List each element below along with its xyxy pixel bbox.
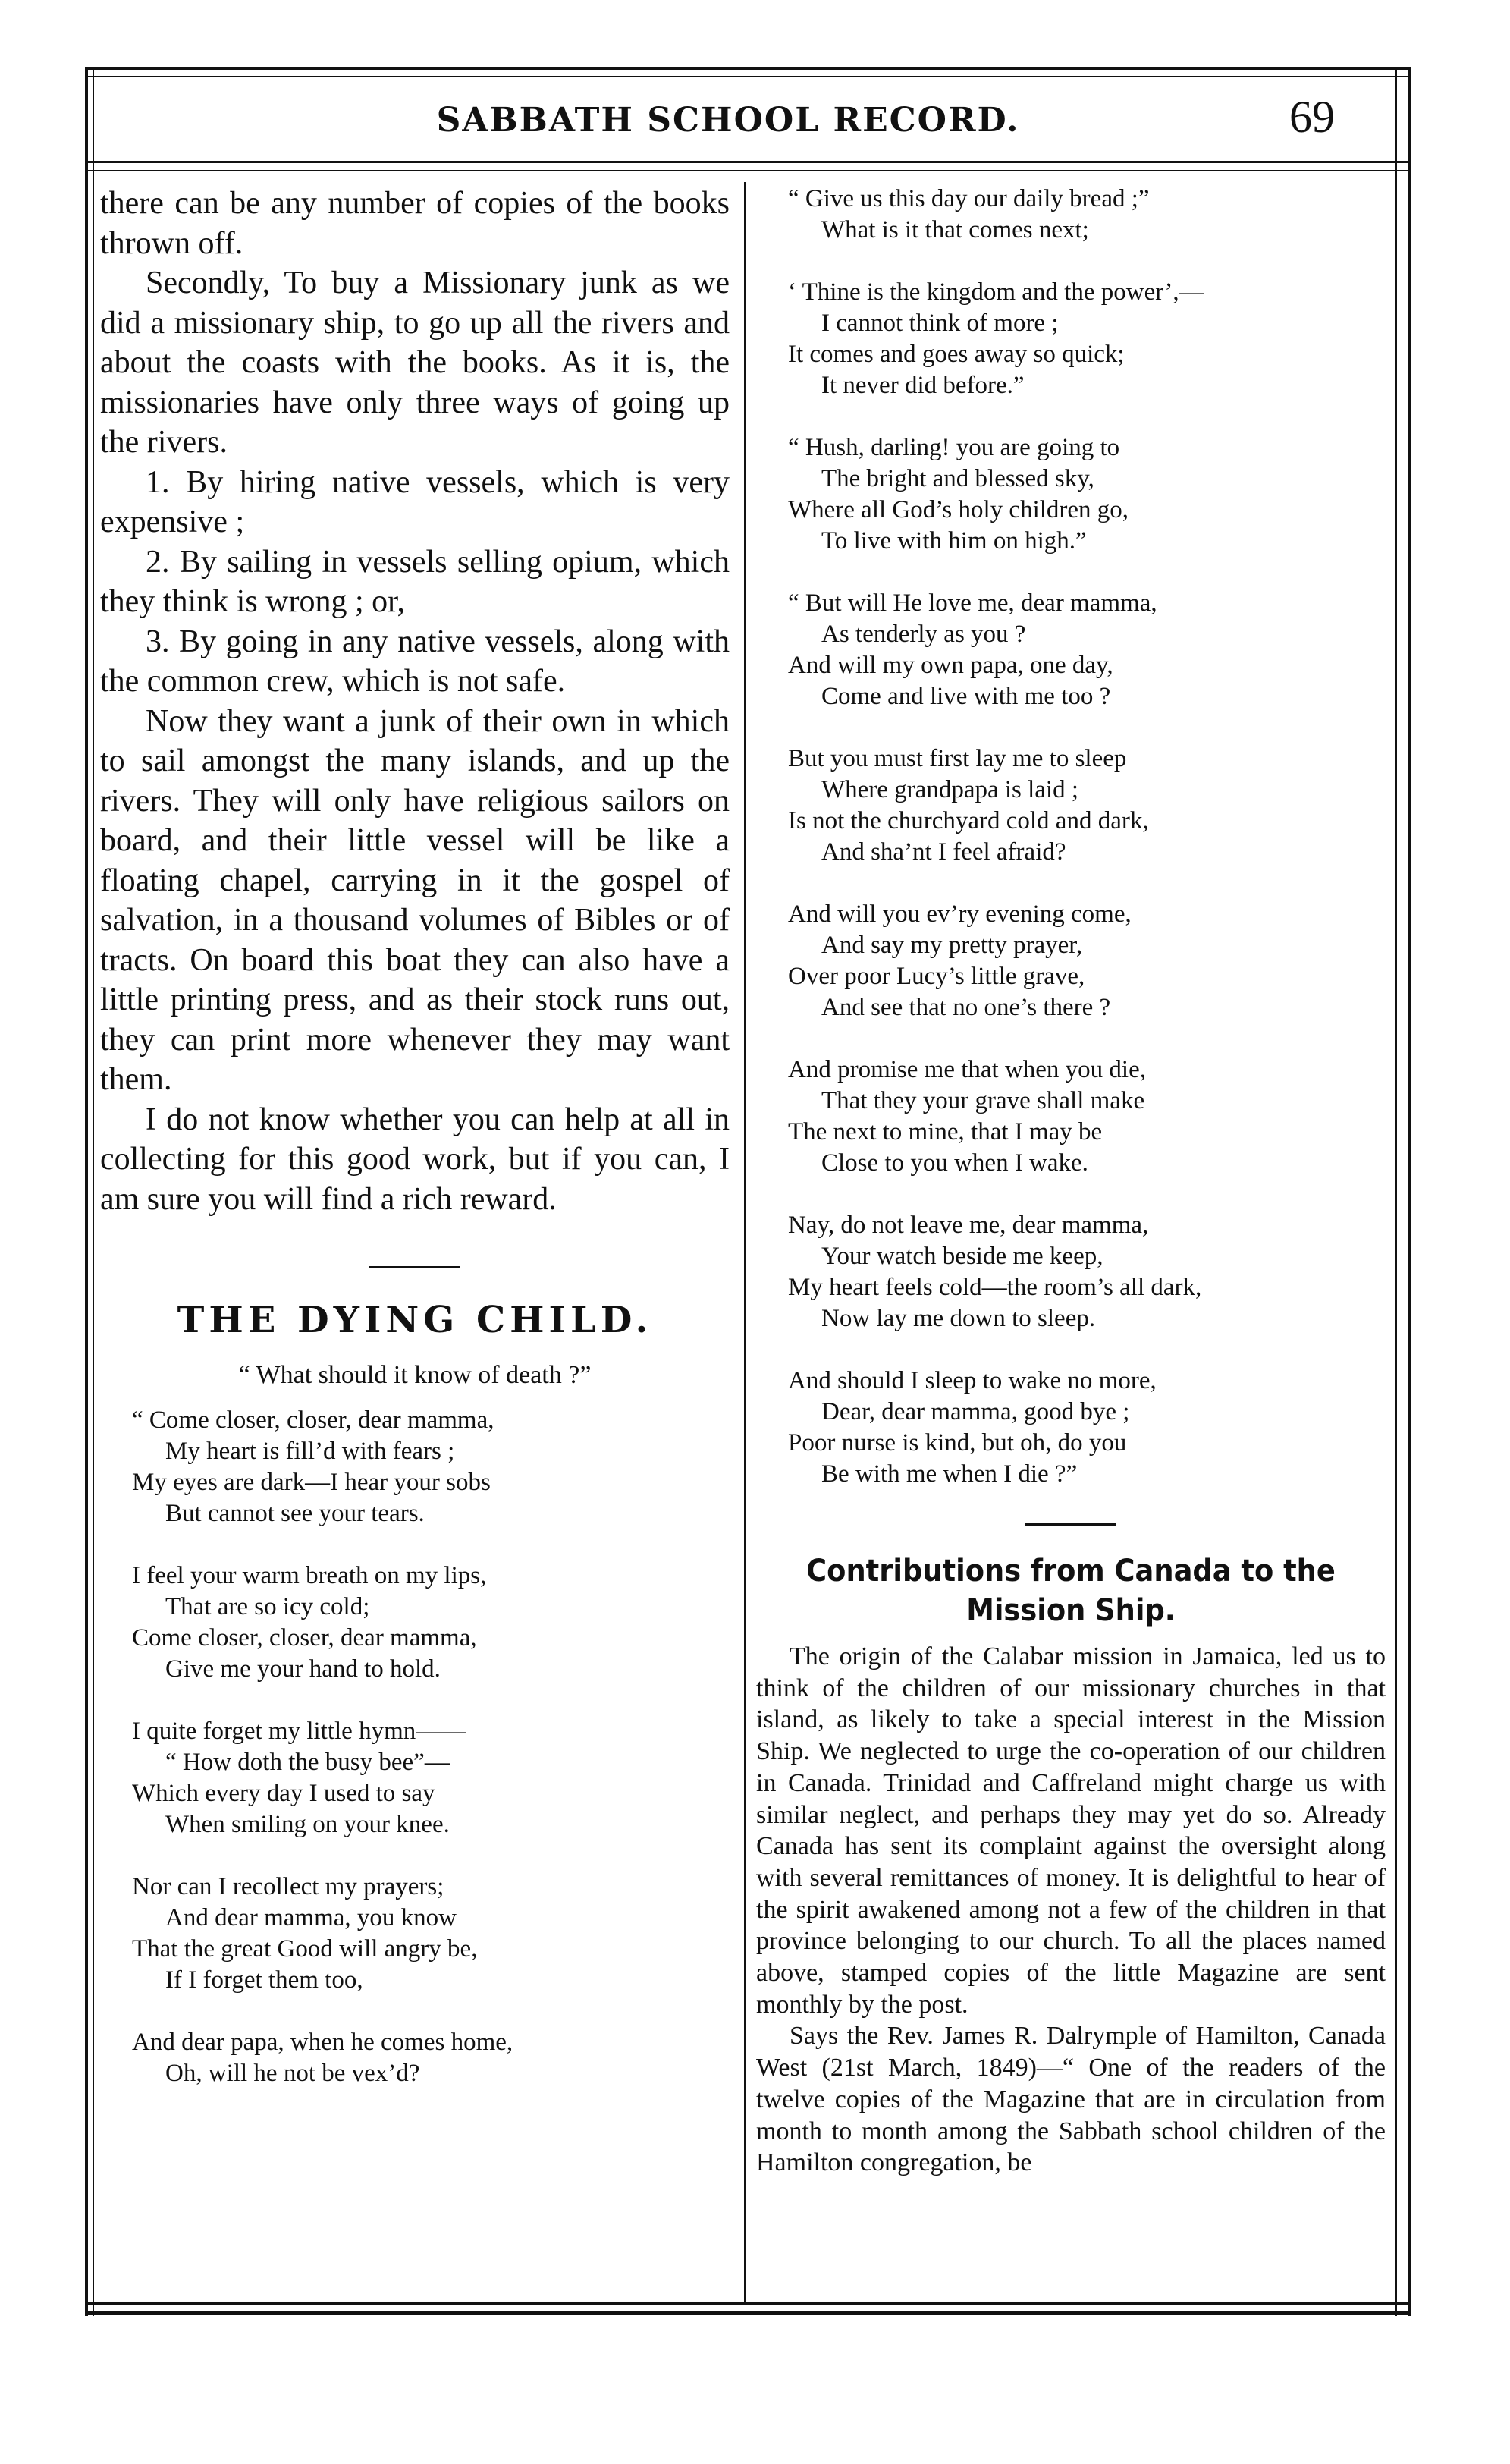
- poem-line: That they your grave shall make: [821, 1087, 1145, 1114]
- stanza: [788, 1210, 1386, 1334]
- poem-left-part: [100, 1405, 730, 2089]
- left-column: [100, 184, 730, 2120]
- poem-line: ‘ Thine is the kingdom and the power’,—: [788, 278, 1204, 306]
- poem-line: “ Hush, darling! you are going to: [788, 434, 1120, 461]
- poem-line: Now lay me down to sleep.: [821, 1305, 1096, 1332]
- poem-line: And see that no one’s there ?: [821, 994, 1111, 1021]
- poem-title: THE DYING CHILD.: [177, 1299, 653, 1341]
- paragraph: 3. By going in any native vessels, along with the common crew, which is not safe.: [100, 624, 730, 699]
- poem-line: That the great Good will angry be,: [132, 1935, 478, 1963]
- top-rule-thin: [85, 76, 1408, 77]
- stanza: [132, 1405, 730, 1529]
- poem-line: The next to mine, that I may be: [788, 1118, 1103, 1146]
- poem-line: But cannot see your tears.: [165, 1500, 425, 1527]
- poem-line: Come closer, closer, dear mamma,: [132, 1624, 477, 1652]
- poem-epigraph: “ What should it know of death ?”: [238, 1361, 592, 1389]
- poem-line: Come and live with me too ?: [821, 683, 1111, 710]
- poem-line: What is it that comes next;: [821, 216, 1089, 244]
- stanza: [788, 743, 1386, 868]
- header-rule: [85, 161, 1408, 163]
- poem-line: And say my pretty prayer,: [821, 932, 1083, 959]
- missionary-junk-article: [100, 184, 730, 1219]
- paragraph: 2. By sailing in vessels selling opium, which they think is wrong ; or,: [100, 544, 730, 619]
- section-divider: [369, 1266, 460, 1268]
- poem-line: My heart feels cold—the room’s all dark,: [788, 1274, 1202, 1301]
- poem-line: “ Come closer, closer, dear mamma,: [132, 1406, 494, 1434]
- stanza: [788, 1366, 1386, 1490]
- poem-line: Over poor Lucy’s little grave,: [788, 963, 1085, 990]
- poem-line: And should I sleep to wake no more,: [788, 1367, 1157, 1394]
- header-rule-thin: [85, 170, 1408, 171]
- top-rule: [85, 67, 1408, 70]
- poem-line: And will you ev’ry evening come,: [788, 900, 1132, 928]
- poem-line: As tenderly as you ?: [821, 621, 1026, 648]
- poem-line: And promise me that when you die,: [788, 1056, 1146, 1083]
- paragraph: I do not know whether you can help at all in collecting for this good work, but if you can, I am sure you will find a rich reward.: [100, 1102, 730, 1217]
- section-divider: [1025, 1523, 1116, 1526]
- poem-line: But you must first lay me to sleep: [788, 745, 1127, 772]
- paragraph: Secondly, To buy a Missionary junk as we did a missionary ship, to go up all the rivers and about the coasts with the books. As it is, the missionaries have only three ways of going up the rivers.: [100, 266, 730, 460]
- poem-line: And dear papa, when he comes home,: [132, 2029, 513, 2056]
- column-divider: [744, 182, 746, 2302]
- frame-inner-left-rule: [93, 67, 94, 2316]
- poem-line: And sha’nt I feel afraid?: [821, 838, 1066, 866]
- poem-line: Where all God’s holy children go,: [788, 496, 1129, 523]
- stanza: [788, 184, 1386, 246]
- stanza: [132, 1872, 730, 1996]
- poem-line: To live with him on high.”: [821, 527, 1087, 555]
- paragraph: Now they want a junk of their own in which to sail amongst the many islands, and up the rivers. They will only have religious sailors on board, and their little vessel will be like a floating chapel, carrying in it the gospel of salvation, in a thousand volumes of Bibles or of tracts. On board this boat they can also have a little printing press, and as their stock runs out, they can print more whenever they may want them.: [100, 703, 730, 1097]
- poem-line: And will my own papa, one day,: [788, 652, 1113, 679]
- poem-line: I quite forget my little hymn——: [132, 1718, 466, 1745]
- poem-line: “ How doth the busy bee”—: [165, 1749, 450, 1776]
- poem-line: Is not the churchyard cold and dark,: [788, 807, 1149, 834]
- poem-line: Dear, dear mamma, good bye ;: [821, 1398, 1130, 1425]
- poem-line: I cannot think of more ;: [821, 310, 1059, 337]
- poem-line: And dear mamma, you know: [165, 1904, 457, 1931]
- stanza: [788, 588, 1386, 712]
- poem-line: My heart is fill’d with fears ;: [165, 1438, 455, 1465]
- poem-line: Where grandpapa is laid ;: [821, 776, 1079, 803]
- bottom-rule-thick: [85, 2311, 1408, 2315]
- bottom-rule: [85, 2302, 1408, 2305]
- poem-line: It never did before.”: [821, 372, 1025, 399]
- poem-right-part: [756, 184, 1386, 1490]
- running-header-title: SABBATH SCHOOL RECORD.: [436, 101, 1020, 140]
- stanza: [132, 1560, 730, 1685]
- poem-line: Nay, do not leave me, dear mamma,: [788, 1212, 1149, 1239]
- poem-line: I feel your warm breath on my lips,: [132, 1562, 487, 1589]
- poem-line: “ Give us this day our daily bread ;”: [788, 185, 1150, 212]
- poem-line: Be with me when I die ?”: [821, 1460, 1078, 1488]
- poem-line: That are so icy cold;: [165, 1593, 370, 1620]
- stanza: [788, 432, 1386, 557]
- page-number: 69: [1289, 92, 1335, 142]
- poem-line: Which every day I used to say: [132, 1780, 435, 1807]
- stanza: [788, 277, 1386, 401]
- poem-line: If I forget them too,: [165, 1966, 363, 1994]
- poem-line: It comes and goes away so quick;: [788, 341, 1125, 368]
- stanza: [788, 899, 1386, 1023]
- frame-inner-right-rule: [1395, 67, 1397, 2316]
- contributions-article: [756, 1641, 1386, 2179]
- paragraph: there can be any number of copies of the books thrown off.: [100, 186, 730, 261]
- poem-line: “ But will He love me, dear mamma,: [788, 589, 1157, 617]
- right-column: [756, 184, 1386, 2179]
- poem-line: Close to you when I wake.: [821, 1149, 1088, 1177]
- poem-line: Oh, will he not be vex’d?: [165, 2060, 420, 2087]
- poem-line: The bright and blessed sky,: [821, 465, 1094, 492]
- paragraph: 1. By hiring native vessels, which is very expensive ;: [100, 464, 730, 539]
- poem-line: Nor can I recollect my prayers;: [132, 1873, 444, 1900]
- poem-line: My eyes are dark—I hear your sobs: [132, 1469, 491, 1496]
- stanza: [132, 1716, 730, 1840]
- paragraph: Says the Rev. James R. Dalrymple of Hamilton, Canada West (21st March, 1849)—“ One of the readers of the twelve copies of the Magazine that are in circulation from month to month among the Sabbath school children of the Hamilton congregation, be: [756, 2022, 1386, 2177]
- paragraph: The origin of the Calabar mission in Jamaica, led us to think of the children of our missionary churches in that island, as likely to take a special interest in the Mission Ship. We neglected to urge the co-operation of our children in Canada. Trinidad and Caffreland might charge us with similar neglect, and perhaps they may yet do so. Already Canada has sent its complaint against the oversight along with several remittances of money. It is delightful to hear of the spirit awakened among not a few of the children in that province belonging to our church. To all the places named above, stamped copies of the little Magazine are sent monthly by the post.: [756, 1642, 1386, 2019]
- poem-line: When smiling on your knee.: [165, 1811, 450, 1838]
- stanza: [132, 2027, 730, 2089]
- contributions-heading: Contributions from Canada to the Mission Ship.: [806, 1554, 1336, 1628]
- poem-line: Poor nurse is kind, but oh, do you: [788, 1429, 1127, 1457]
- poem-line: Give me your hand to hold.: [165, 1655, 441, 1683]
- stanza: [788, 1054, 1386, 1179]
- poem-line: Your watch beside me keep,: [821, 1243, 1103, 1270]
